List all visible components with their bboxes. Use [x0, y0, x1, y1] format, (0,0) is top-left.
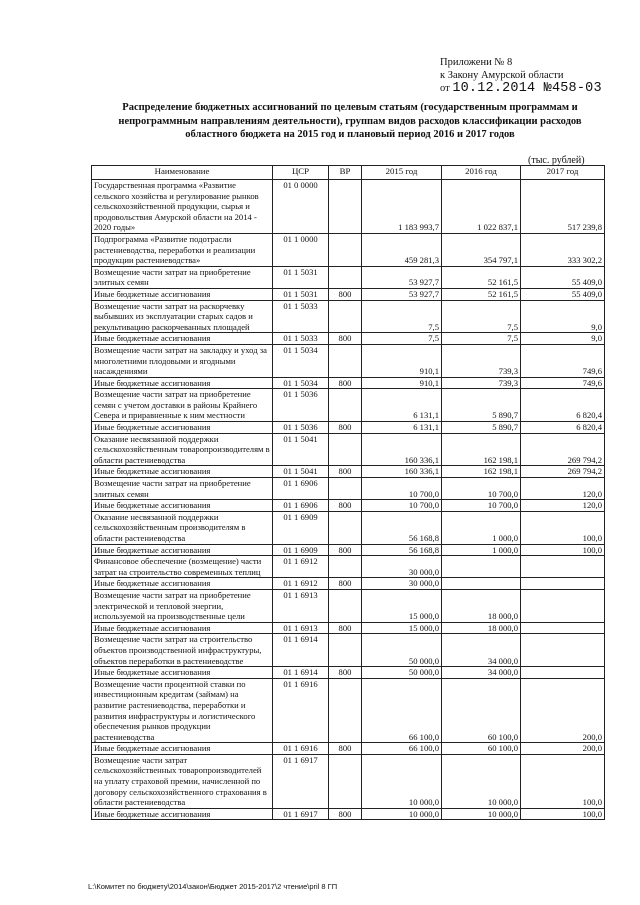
row-value-2017: 100,0: [521, 754, 605, 808]
row-name: Возмещение части затрат на приобретение семян с учетом доставки в районы Крайнего Севера и приравненные к ним местности: [92, 389, 273, 422]
row-vr: 800: [329, 333, 362, 345]
row-value-2016: [442, 556, 521, 578]
row-value-2016: 10 000,0: [442, 808, 521, 820]
row-name: Иные бюджетные ассигнования: [92, 377, 273, 389]
table-row: [92, 622, 605, 634]
row-csr: 01 1 5031: [273, 288, 329, 300]
table-row: [92, 743, 605, 755]
row-csr: 01 1 6916: [273, 743, 329, 755]
row-value-2015: 910,1: [362, 377, 442, 389]
row-name: Иные бюджетные ассигнования: [92, 288, 273, 300]
row-value-2016: 10 000,0: [442, 754, 521, 808]
table-header-row: [92, 166, 605, 180]
row-value-2017: [521, 622, 605, 634]
row-name: Возмещение части затрат на приобретение элитных семян: [92, 478, 273, 500]
row-name: Оказание несвязанной поддержки сельскохозяйственным товаропроизводителям в области растениеводства: [92, 433, 273, 466]
table-row: [92, 333, 605, 345]
row-value-2017: 517 239,8: [521, 180, 605, 234]
row-value-2016: 34 000,0: [442, 667, 521, 679]
appendix-header: [440, 56, 602, 95]
row-value-2017: 269 794,2: [521, 466, 605, 478]
row-name: Возмещение части затрат на приобретение электрической и тепловой энергии, используемой на производственные цели: [92, 589, 273, 622]
row-value-2016: 739,3: [442, 344, 521, 377]
table-row: [92, 634, 605, 667]
row-vr: 800: [329, 422, 362, 434]
row-value-2017: 269 794,2: [521, 433, 605, 466]
row-vr: [329, 433, 362, 466]
row-csr: 01 1 5036: [273, 389, 329, 422]
row-value-2017: 200,0: [521, 743, 605, 755]
row-value-2015: 6 131,1: [362, 422, 442, 434]
row-value-2017: 120,0: [521, 478, 605, 500]
row-name: Иные бюджетные ассигнования: [92, 422, 273, 434]
column-header-name: Наименование: [92, 166, 273, 180]
row-value-2015: 56 168,8: [362, 544, 442, 556]
row-value-2017: 55 409,0: [521, 288, 605, 300]
row-csr: 01 1 5041: [273, 433, 329, 466]
row-csr: 01 1 6912: [273, 556, 329, 578]
row-vr: 800: [329, 377, 362, 389]
row-value-2016: 7,5: [442, 300, 521, 333]
row-csr: 01 1 6913: [273, 622, 329, 634]
row-value-2015: 50 000,0: [362, 667, 442, 679]
row-csr: 01 1 5036: [273, 422, 329, 434]
row-vr: [329, 556, 362, 578]
date-prefix: от: [440, 83, 450, 94]
row-value-2017: [521, 589, 605, 622]
row-name: Возмещение части затрат на строительство объектов производственной инфраструктуры, объектов переработки в растениеводстве: [92, 634, 273, 667]
row-value-2015: 6 131,1: [362, 389, 442, 422]
table-row: [92, 266, 605, 288]
units-label: (тыс. рублей): [528, 155, 585, 166]
row-vr: [329, 300, 362, 333]
row-vr: 800: [329, 622, 362, 634]
row-value-2017: [521, 634, 605, 667]
row-value-2016: 10 700,0: [442, 500, 521, 512]
row-value-2016: 1 000,0: [442, 511, 521, 544]
row-value-2015: 15 000,0: [362, 589, 442, 622]
row-name: Иные бюджетные ассигнования: [92, 466, 273, 478]
table-row: [92, 433, 605, 466]
row-value-2017: 749,6: [521, 377, 605, 389]
table-row: [92, 478, 605, 500]
row-csr: 01 1 6914: [273, 667, 329, 679]
table-row: [92, 288, 605, 300]
budget-table: [91, 165, 605, 820]
row-value-2016: 162 198,1: [442, 433, 521, 466]
table-row: [92, 233, 605, 266]
row-csr: 01 0 0000: [273, 180, 329, 234]
row-value-2015: 53 927,7: [362, 288, 442, 300]
row-value-2015: 459 281,3: [362, 233, 442, 266]
row-csr: 01 1 5034: [273, 344, 329, 377]
row-value-2015: 15 000,0: [362, 622, 442, 634]
document-title: Распределение бюджетных ассигнований по целевым статьям (государственным программам и непрограммным направлениям деятельности), группам видов расходов классификации расходов областного бюджета на 2015 год и плановый период 2016 и 2017 годов: [118, 102, 582, 140]
row-name: Возмещение части затрат на закладку и уход за многолетними плодовыми и ягодными насаждениями: [92, 344, 273, 377]
row-value-2016: [442, 578, 521, 590]
row-value-2016: 162 198,1: [442, 466, 521, 478]
row-vr: 800: [329, 500, 362, 512]
row-csr: 01 1 6917: [273, 808, 329, 820]
row-value-2016: 52 161,5: [442, 288, 521, 300]
row-vr: 800: [329, 578, 362, 590]
table-row: [92, 556, 605, 578]
table-row: [92, 511, 605, 544]
row-value-2015: 30 000,0: [362, 578, 442, 590]
row-csr: 01 1 6906: [273, 478, 329, 500]
row-value-2017: 100,0: [521, 511, 605, 544]
row-value-2017: 9,0: [521, 333, 605, 345]
table-row: [92, 678, 605, 743]
table-row: [92, 389, 605, 422]
row-value-2017: 9,0: [521, 300, 605, 333]
row-name: Возмещение части затрат сельскохозяйственных товаропроизводителей на уплату страховой премии, начисленной по договору сельскохозяйственного страхования в области растениеводства: [92, 754, 273, 808]
row-name: Возмещение части затрат на раскорчевку выбывших из эксплуатации старых садов и рекультивацию раскорчеванных площадей: [92, 300, 273, 333]
column-header-2016: 2016 год: [442, 166, 521, 180]
column-header-csr: ЦСР: [273, 166, 329, 180]
row-csr: 01 1 0000: [273, 233, 329, 266]
row-vr: 800: [329, 667, 362, 679]
row-value-2017: 749,6: [521, 344, 605, 377]
row-value-2016: 354 797,1: [442, 233, 521, 266]
row-value-2017: [521, 578, 605, 590]
row-value-2017: [521, 556, 605, 578]
row-value-2015: 10 000,0: [362, 754, 442, 808]
row-name: Иные бюджетные ассигнования: [92, 808, 273, 820]
table-row: [92, 544, 605, 556]
row-value-2017: 333 302,2: [521, 233, 605, 266]
row-value-2016: 1 000,0: [442, 544, 521, 556]
column-header-vr: ВР: [329, 166, 362, 180]
row-vr: [329, 634, 362, 667]
column-header-2017: 2017 год: [521, 166, 605, 180]
row-value-2016: 7,5: [442, 333, 521, 345]
row-csr: 01 1 6913: [273, 589, 329, 622]
row-value-2015: 56 168,8: [362, 511, 442, 544]
row-name: Иные бюджетные ассигнования: [92, 743, 273, 755]
row-value-2015: 910,1: [362, 344, 442, 377]
row-value-2017: 6 820,4: [521, 389, 605, 422]
row-value-2016: 10 700,0: [442, 478, 521, 500]
row-csr: 01 1 6909: [273, 544, 329, 556]
row-csr: 01 1 6906: [273, 500, 329, 512]
row-csr: 01 1 6909: [273, 511, 329, 544]
row-value-2015: 66 100,0: [362, 678, 442, 743]
row-name: Государственная программа «Развитие сельского хозяйства и регулирование рынков сельскохозяйственной продукции, сырья и продовольствия Амурской области на 2014 - 2020 годы»: [92, 180, 273, 234]
row-vr: [329, 233, 362, 266]
table-row: [92, 300, 605, 333]
file-path-footer: L:\Комитет по бюджету\2014\закон\Бюджет 2015-2017\2 чтение\pril 8 ГП: [88, 882, 338, 891]
row-value-2016: 739,3: [442, 377, 521, 389]
appendix-number: Приложени № 8: [440, 57, 513, 68]
row-csr: 01 1 6912: [273, 578, 329, 590]
row-value-2015: 160 336,1: [362, 466, 442, 478]
table-row: [92, 578, 605, 590]
row-name: Иные бюджетные ассигнования: [92, 333, 273, 345]
table-row: [92, 589, 605, 622]
table-row: [92, 377, 605, 389]
row-vr: [329, 478, 362, 500]
row-value-2015: 160 336,1: [362, 433, 442, 466]
row-value-2016: 60 100,0: [442, 678, 521, 743]
row-value-2017: [521, 667, 605, 679]
law-date: [440, 82, 602, 95]
row-value-2017: 200,0: [521, 678, 605, 743]
row-csr: 01 1 5041: [273, 466, 329, 478]
row-vr: [329, 266, 362, 288]
row-value-2015: 10 000,0: [362, 808, 442, 820]
row-vr: 800: [329, 466, 362, 478]
row-name: Оказание несвязанной поддержки сельскохозяйственным производителям в области растениеводства: [92, 511, 273, 544]
row-value-2016: 60 100,0: [442, 743, 521, 755]
row-vr: 800: [329, 808, 362, 820]
row-name: Иные бюджетные ассигнования: [92, 544, 273, 556]
row-csr: 01 1 6914: [273, 634, 329, 667]
row-value-2016: 5 890,7: [442, 389, 521, 422]
row-name: Подпрограмма «Развитие подотрасли растениеводства, переработки и реализации продукции растениеводства»: [92, 233, 273, 266]
row-csr: 01 1 5031: [273, 266, 329, 288]
row-name: Возмещение части затрат на приобретение элитных семян: [92, 266, 273, 288]
row-value-2015: 1 183 993,7: [362, 180, 442, 234]
row-value-2016: 5 890,7: [442, 422, 521, 434]
row-name: Иные бюджетные ассигнования: [92, 500, 273, 512]
row-value-2017: 100,0: [521, 544, 605, 556]
row-value-2016: 52 161,5: [442, 266, 521, 288]
row-vr: [329, 344, 362, 377]
table-body: [92, 180, 605, 820]
row-vr: [329, 678, 362, 743]
row-vr: [329, 589, 362, 622]
row-csr: 01 1 5034: [273, 377, 329, 389]
table-row: [92, 667, 605, 679]
table-row: [92, 466, 605, 478]
table-row: [92, 808, 605, 820]
row-name: Финансовое обеспечение (возмещение) части затрат на строительство современных теплиц: [92, 556, 273, 578]
row-value-2017: 6 820,4: [521, 422, 605, 434]
table-row: [92, 500, 605, 512]
row-name: Иные бюджетные ассигнования: [92, 667, 273, 679]
row-value-2017: 100,0: [521, 808, 605, 820]
row-value-2017: 120,0: [521, 500, 605, 512]
row-value-2016: 18 000,0: [442, 589, 521, 622]
row-value-2017: 55 409,0: [521, 266, 605, 288]
row-value-2015: 7,5: [362, 300, 442, 333]
date-stamp: 10.12.2014 №458-03: [452, 81, 602, 96]
row-vr: 800: [329, 544, 362, 556]
row-vr: 800: [329, 743, 362, 755]
row-csr: 01 1 6917: [273, 754, 329, 808]
row-value-2015: 7,5: [362, 333, 442, 345]
row-name: Возмещение части процентной ставки по инвестиционным кредитам (займам) на развитие растениеводства, переработки и развития инфраструктуры и логистического обеспечения рынков продукции растениеводства: [92, 678, 273, 743]
row-name: Иные бюджетные ассигнования: [92, 578, 273, 590]
row-vr: [329, 389, 362, 422]
row-value-2015: 30 000,0: [362, 556, 442, 578]
row-vr: 800: [329, 288, 362, 300]
table-row: [92, 344, 605, 377]
row-vr: [329, 180, 362, 234]
row-value-2016: 18 000,0: [442, 622, 521, 634]
row-csr: 01 1 5033: [273, 300, 329, 333]
row-value-2016: 34 000,0: [442, 634, 521, 667]
row-vr: [329, 754, 362, 808]
table-row: [92, 754, 605, 808]
row-name: Иные бюджетные ассигнования: [92, 622, 273, 634]
table-row: [92, 180, 605, 234]
law-reference: к Закону Амурской области: [440, 70, 564, 81]
row-value-2015: 53 927,7: [362, 266, 442, 288]
row-value-2015: 10 700,0: [362, 500, 442, 512]
row-value-2016: 1 022 837,1: [442, 180, 521, 234]
row-value-2015: 10 700,0: [362, 478, 442, 500]
row-value-2015: 66 100,0: [362, 743, 442, 755]
row-csr: 01 1 6916: [273, 678, 329, 743]
table-row: [92, 422, 605, 434]
row-csr: 01 1 5033: [273, 333, 329, 345]
row-value-2015: 50 000,0: [362, 634, 442, 667]
row-vr: [329, 511, 362, 544]
column-header-2015: 2015 год: [362, 166, 442, 180]
